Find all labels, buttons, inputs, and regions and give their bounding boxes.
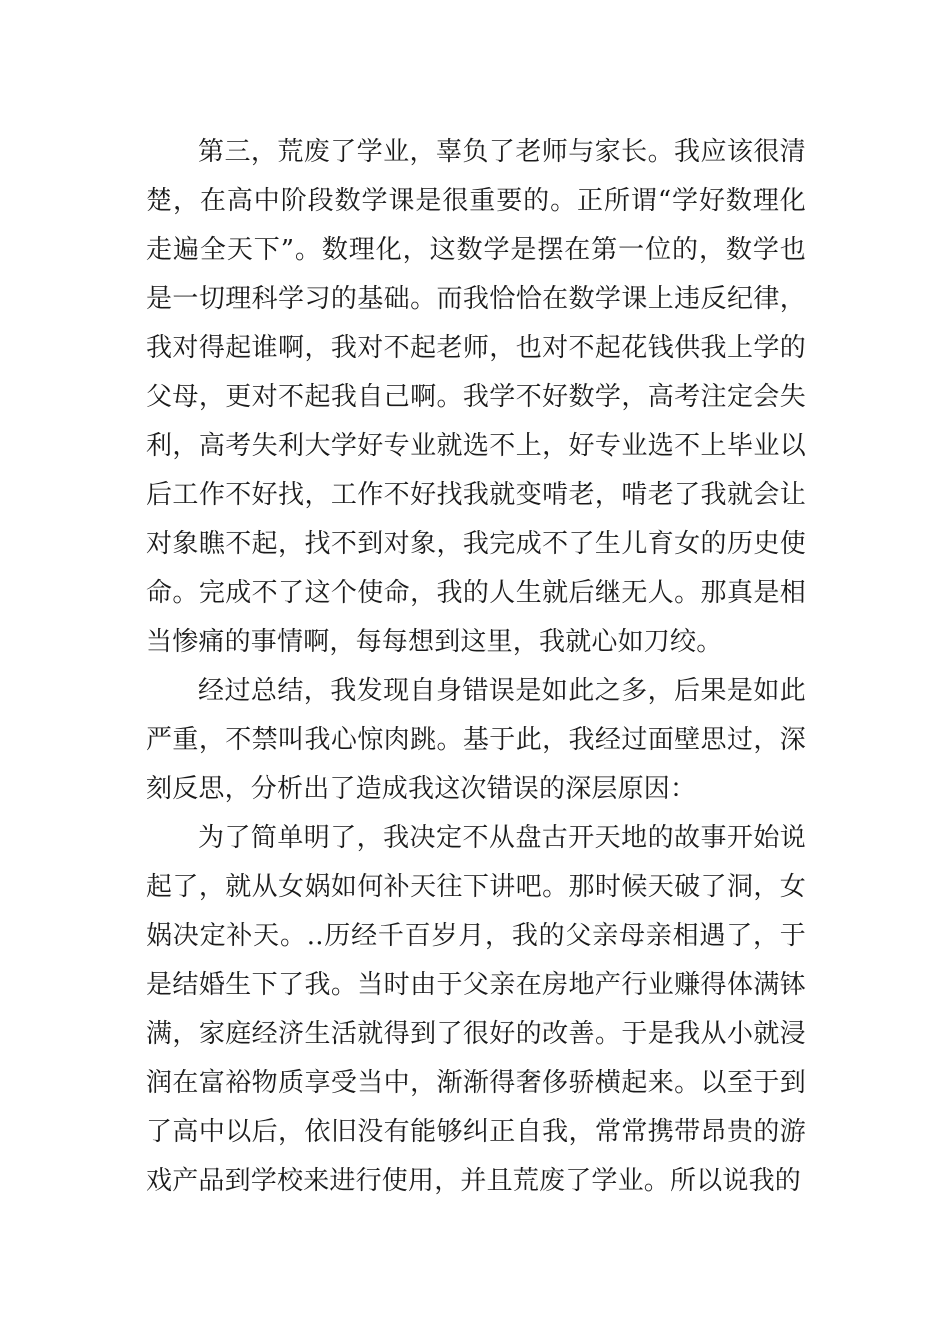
- document-body: [146, 128, 806, 1206]
- paragraph: 为了简单明了，我决定不从盘古开天地的故事开始说起了，就从女娲如何补天往下讲吧。那时候天破了洞，女娲决定补天。..历经千百岁月，我的父亲母亲相遇了，于是结婚生下了我。当时由于父亲在房地产行业赚得体满钵满，家庭经济生活就得到了很好的改善。于是我从小就浸润在富裕物质享受当中，渐渐得奢侈骄横起来。以至于到了高中以后，依旧没有能够纠正自我，常常携带昂贵的游戏产品到学校来进行使用，并且荒废了学业。所以说我的: [146, 823, 806, 1196]
- paragraph: 经过总结，我发现自身错误是如此之多，后果是如此严重，不禁叫我心惊肉跳。基于此，我经过面壁思过，深刻反思，分析出了造成我这次错误的深层原因：: [146, 676, 806, 804]
- paragraph: 第三，荒废了学业，辜负了老师与家长。我应该很清楚，在高中阶段数学课是很重要的。正所谓“学好数理化走遍全天下”。数理化，这数学是摆在第一位的，数学也是一切理科学习的基础。而我恰恰在数学课上违反纪律，我对得起谁啊，我对不起老师，也对不起花钱供我上学的父母，更对不起我自己啊。我学不好数学，高考注定会失利，高考失利大学好专业就选不上，好专业选不上毕业以后工作不好找，工作不好找我就变啃老，啃老了我就会让对象瞧不起，找不到对象，我完成不了生儿育女的历史使命。完成不了这个使命，我的人生就后继无人。那真是相当惨痛的事情啊，每每想到这里，我就心如刀绞。: [146, 137, 806, 657]
